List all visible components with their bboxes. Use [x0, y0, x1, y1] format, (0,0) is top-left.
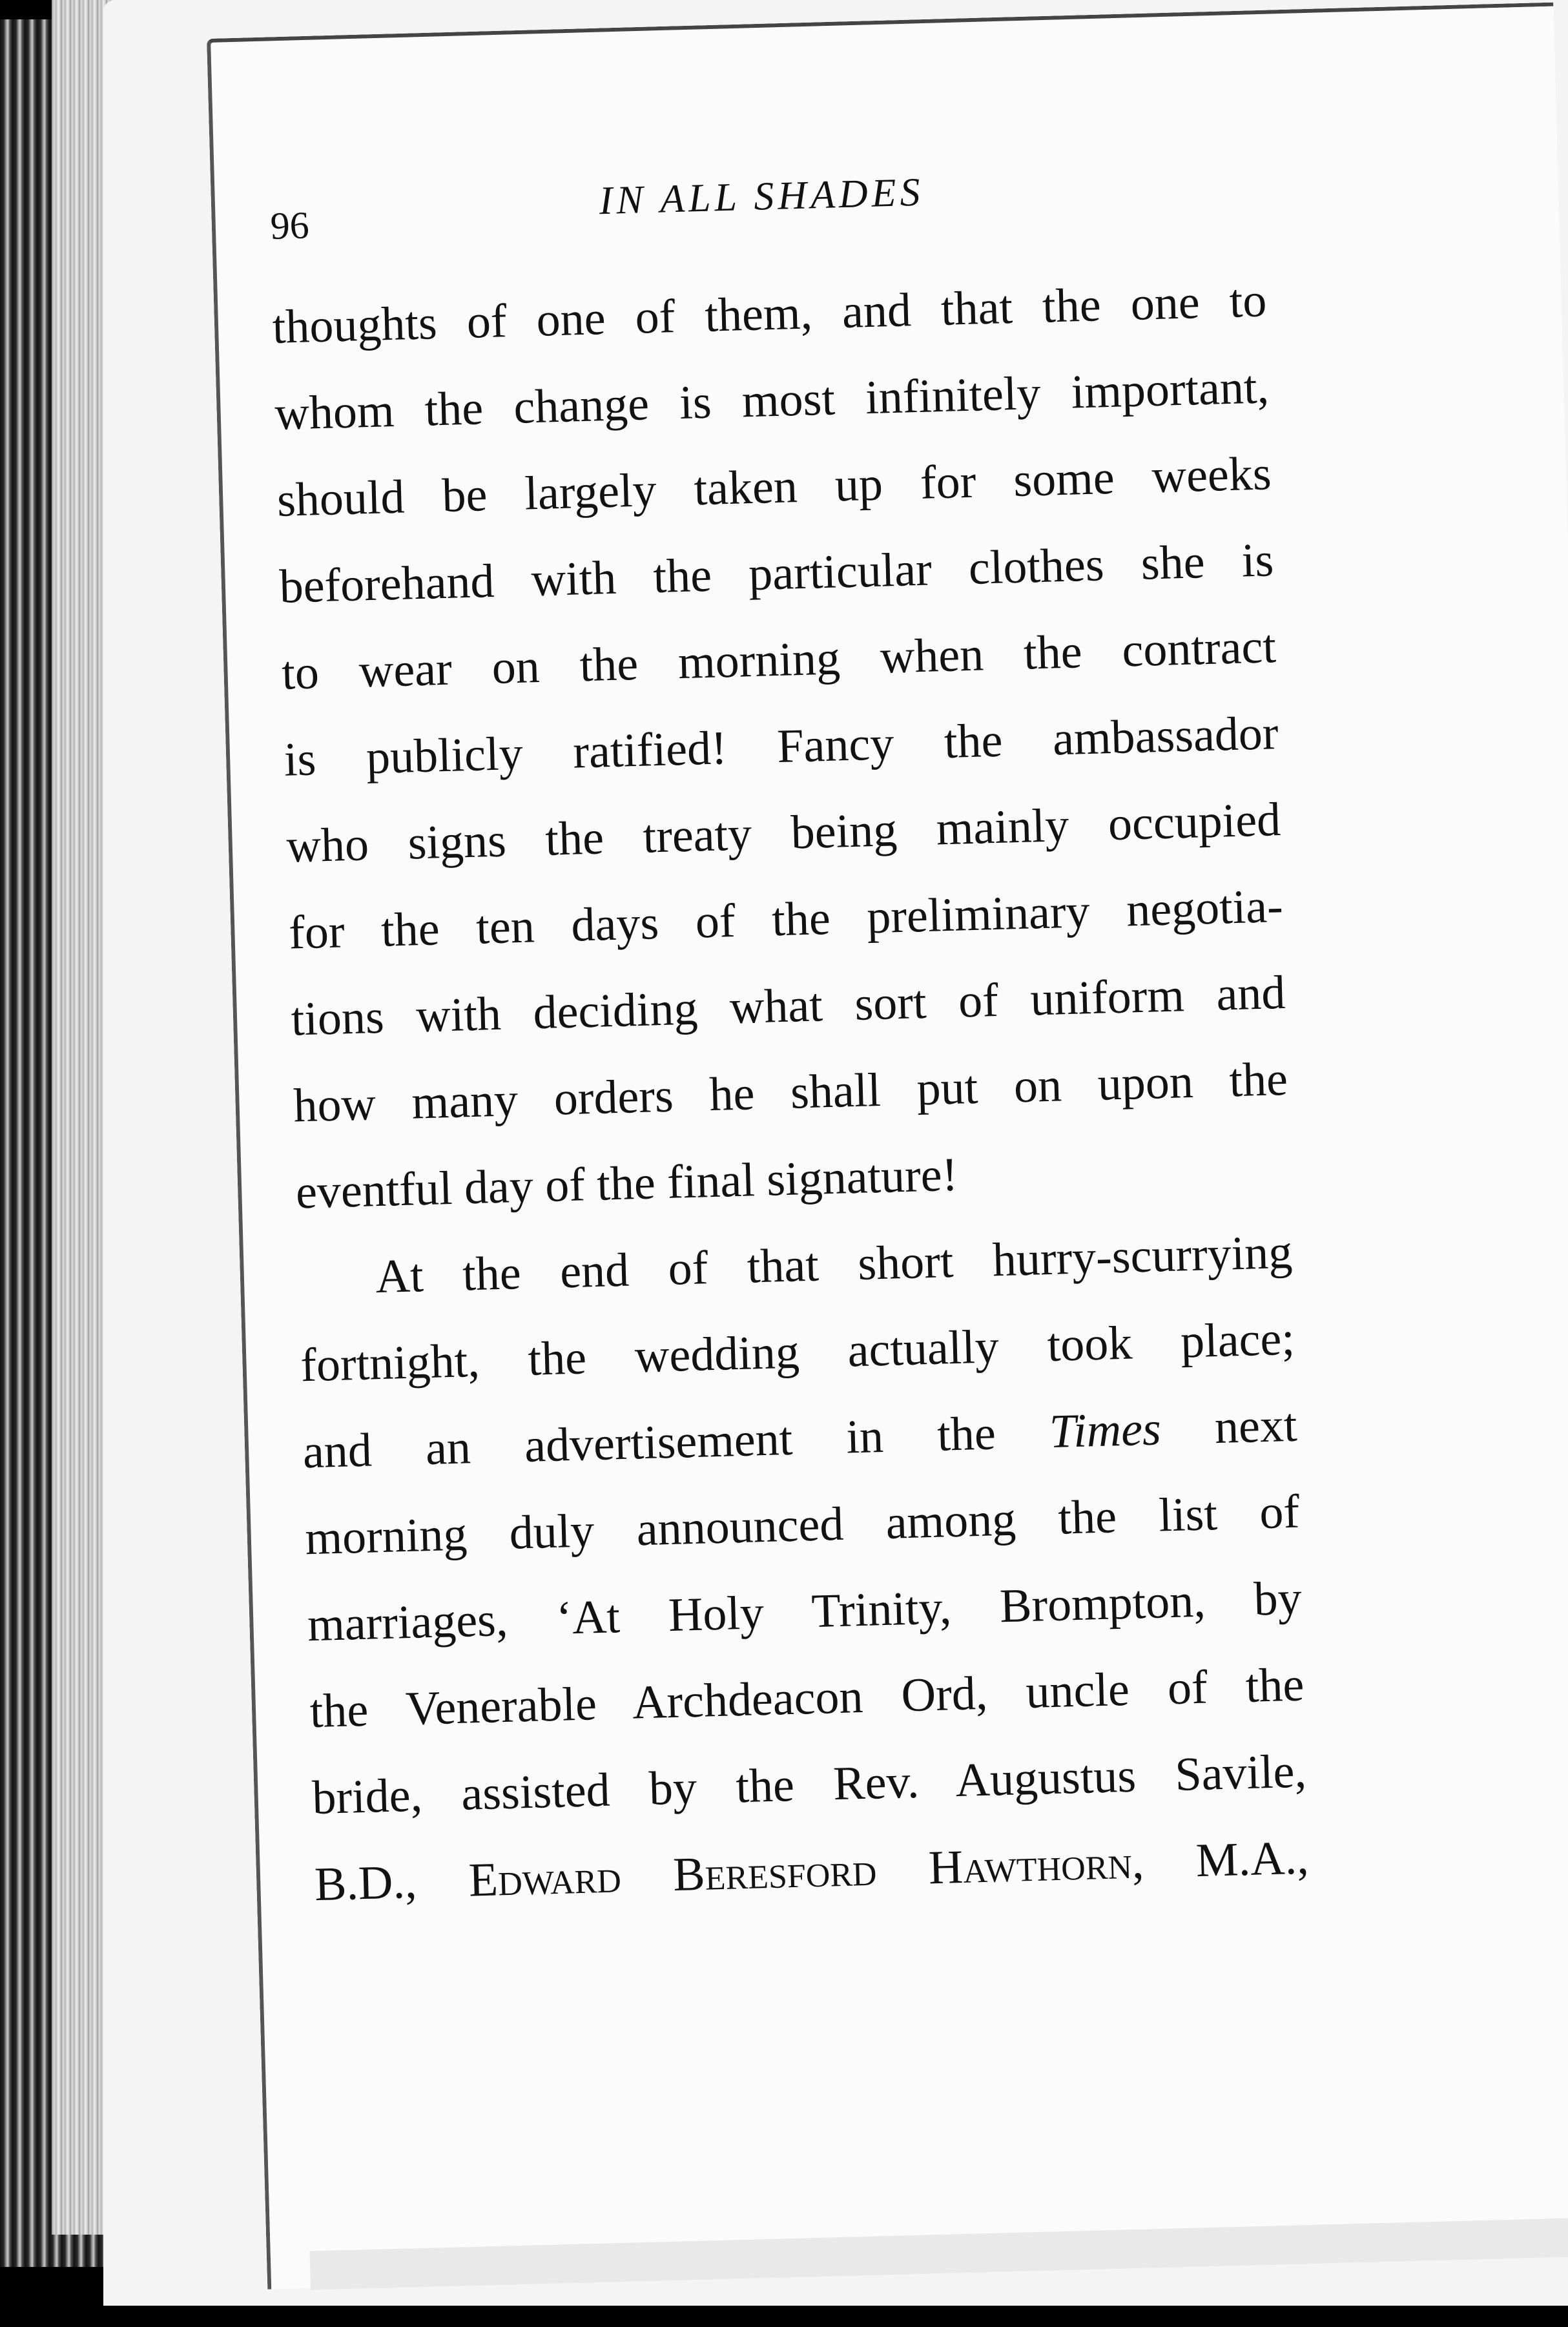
page-number: 96 [269, 203, 310, 248]
small-caps-name: Edward Beresford Hawthorn, [468, 1836, 1145, 1907]
text-line: should be largely taken up for some weeks [276, 447, 1272, 527]
text-line: marriages, ‘At Holy Trinity, Brompton, by [307, 1571, 1303, 1652]
text-line: who signs the treaty being mainly occupied [285, 793, 1282, 873]
text-line: bride, assisted by the Rev. Augustus Savile, [311, 1744, 1307, 1825]
text-line: the Venerable Archdeacon Ord, uncle of the [309, 1658, 1305, 1739]
italic-newspaper-title: Times [1048, 1402, 1162, 1459]
text-fragment: and an advertisement in the [302, 1407, 996, 1479]
text-line: to wear on the morning when the contract [281, 620, 1277, 700]
text-line: fortnight, the wedding actually took place; [300, 1312, 1295, 1392]
text-line: thoughts of one of them, and that the one to [271, 274, 1268, 354]
running-head: IN ALL SHADES [598, 170, 925, 223]
text-fragment: B.D., [313, 1855, 418, 1912]
text-line: tions with deciding what sort of uniform and [290, 966, 1286, 1046]
text-line: eventful day of the final signature! [294, 1148, 959, 1219]
text-line: how many orders he shall put on upon the [293, 1052, 1288, 1133]
paragraph-start-line: At the end of that short hurry-scurrying [375, 1225, 1294, 1304]
text-line: beforehand with the particular clothes she is [278, 533, 1275, 614]
text-line: whom the change is most infinitely important, [274, 360, 1270, 440]
text-line: is publicly ratified! Fancy the ambassador [283, 707, 1279, 787]
body-text [271, 257, 1323, 1928]
text-fragment: next [1213, 1398, 1298, 1454]
text-line: for the ten days of the preliminary negotia- [288, 879, 1284, 960]
text-fragment: M.A., [1195, 1831, 1310, 1888]
text-line: morning duly announced among the list of [304, 1485, 1301, 1566]
